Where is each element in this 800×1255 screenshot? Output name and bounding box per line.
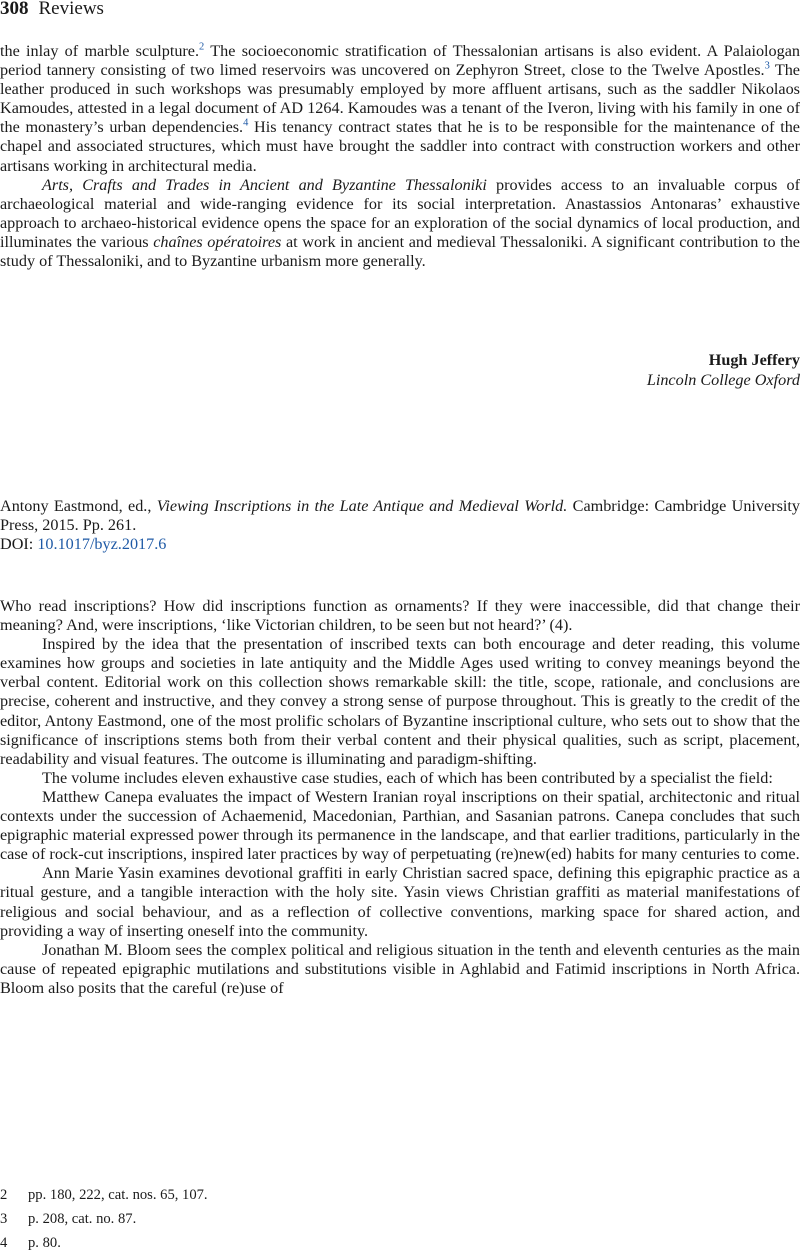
reviewer-name: Hugh Jeffery — [708, 351, 800, 369]
footnote-ref-2[interactable]: 2 — [199, 41, 205, 53]
footnote-number: 3 — [0, 1211, 8, 1227]
footnote-text: pp. 180, 222, cat. nos. 65, 107. — [28, 1187, 208, 1203]
previous-review-end — [0, 42, 800, 271]
prev-review-paragraph-1: the inlay of marble sculpture.$^2$ The socioeconomic stratification of Thessalonian artisans is also evident. A Palaiologan period tannery consisting of two limed reservoirs was uncovered on Zephyron Street, close to the Twelve Apostles.$^3$ The leather produced in such workshops was presumably employed by more affluent artisans, such as the saddler Nikolaos Kamoudes, attested in a legal document of AD 1264. Kamoudes was a tenant of the Iveron, living with his family in one of the monastery’s urban dependencies.$^4$ His tenancy contract states that he is to be responsible for the maintenance of the chapel and associated structures, which must have brought the saddler into contract with construction workers and other artisans working in architectural media. — [0, 41, 800, 175]
review-paragraph: Inspired by the idea that the presentation of inscribed texts can both encourage and deter reading, this volume examines how groups and societies in late antiquity and the Middle Ages used writing to convey meanings beyond the verbal content. Editorial work on this collection shows remarkable skill: the title, scope, rationale, and conclusions are precise, coherent and instructive, and they convey a strong sense of purpose throughout. This is greatly to the credit of the editor, Antony Eastmond, one of the most prolific scholars of Byzantine inscriptional culture, who sets out to show that the significance of inscriptions stems both from their verbal content and their physical qualities, such as script, placement, readability and visual features. The outcome is illuminating and paradigm-shifting. — [0, 635, 800, 768]
footnote — [0, 1183, 800, 1207]
footnotes — [0, 1183, 800, 1255]
review-paragraph: Matthew Canepa evaluates the impact of Western Iranian royal inscriptions on their spatial, architectonic and ritual contexts under the succession of Achaemenid, Macedonian, Parthian, and Sasanian patrons. Canepa concludes that such epigraphic material expressed power through its permanence in the landscape, and that earlier traditions, particularly in the case of rock-cut inscriptions, inspired later practices by way of perpetuating (re)new(ed) habits for many centuries to come. — [0, 787, 800, 864]
review-body — [0, 597, 800, 998]
footnote-text: p. 80. — [28, 1235, 61, 1251]
footnote-number: 2 — [0, 1187, 8, 1203]
prev-review-paragraph-2: Arts, Crafts and Trades in Ancient and Byzantine Thessaloniki provides access to an invaluable corpus of archaeological material and wide-ranging evidence for its social interpretation. Anastassios Antonaras’ exhaustive approach to archaeo-historical evidence opens the space for an exploration of the social dynamics of local production, and illuminates the various chaînes opératoires at work in ancient and medieval Thessaloniki. A significant contribution to the study of Thessaloniki, and to Byzantine urbanism more generally. — [0, 175, 800, 271]
running-head — [0, 0, 104, 20]
doi-link[interactable]: 10.1017/byz.2017.6 — [37, 535, 167, 554]
section-title: Reviews — [38, 0, 104, 19]
reviewer-affiliation: Lincoln College Oxford — [646, 371, 800, 389]
citation-editor: Antony Eastmond, ed., — [0, 497, 157, 515]
citation-line — [0, 497, 800, 535]
footnote-text: p. 208, cat. no. 87. — [28, 1211, 137, 1227]
book-title: Arts, Crafts and Trades in Ancient and Byzantine Thessaloniki — [42, 175, 487, 194]
reviewer-signature — [0, 350, 800, 390]
doi-line: DOI: 10.1017/byz.2017.6 — [0, 535, 167, 554]
page-number: 308 — [0, 0, 29, 19]
footnote-ref-3[interactable]: 3 — [764, 60, 770, 72]
footnote-ref-4[interactable]: 4 — [243, 117, 249, 129]
review-paragraph: Ann Marie Yasin examines devotional graffiti in early Christian sacred space, defining this epigraphic practice as a ritual gesture, and a tangible interaction with the holy site. Yasin views Christian graffiti as material manifestations of religious and social behaviour, and as a reflection of collective conventions, marking space for shared action, and providing a way of inserting oneself into the community. — [0, 864, 800, 940]
review-paragraph: Jonathan M. Bloom sees the complex political and religious situation in the tenth and eleventh centuries as the main cause of repeated epigraphic mutilations and substitutions visible in Aghlabid and Fatimid inscriptions in North Africa. Bloom also posits that the careful (re)use of — [0, 940, 800, 997]
review-paragraph: The volume includes eleven exhaustive case studies, each of which has been contributed by a specialist the field: — [42, 768, 773, 787]
footnote — [0, 1207, 800, 1231]
citation-title: Viewing Inscriptions in the Late Antique and Medieval World. — [156, 497, 568, 515]
footnote — [0, 1231, 800, 1255]
book-citation — [0, 497, 800, 554]
review-paragraph: Who read inscriptions? How did inscriptions function as ornaments? If they were inaccessible, did that change their meaning? And, were inscriptions, ‘like Victorian children, to be seen but not heard?’ (4). — [0, 597, 800, 635]
footnote-number: 4 — [0, 1235, 8, 1251]
citation-publisher: Cambridge: Cambridge University Press, 2015. Pp. 261. — [0, 497, 800, 535]
